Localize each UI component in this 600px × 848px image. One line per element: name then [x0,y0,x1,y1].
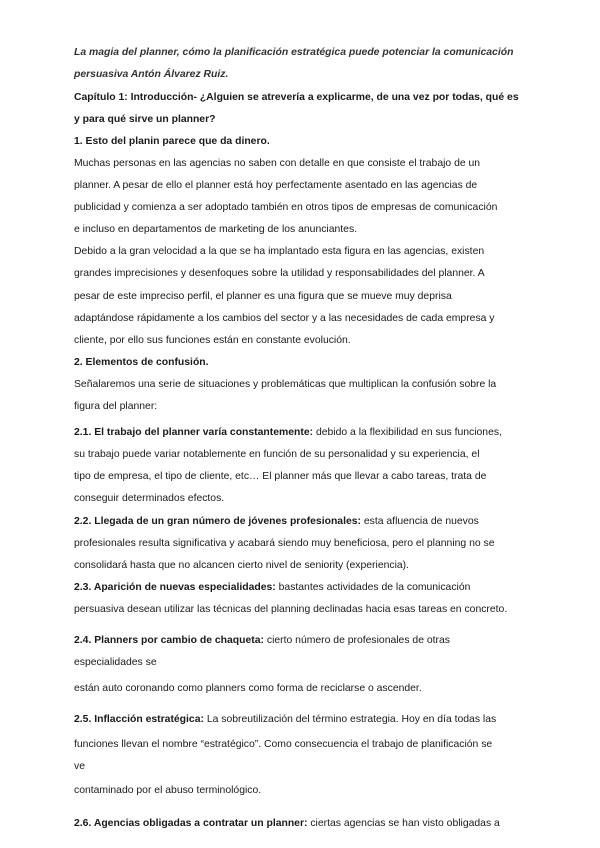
paragraph-line: cliente, por ello sus funciones están en constante evolución. [74,335,351,346]
subsection-2-2: 2.2. Llegada de un gran número de jóvenes profesionales: esta afluencia de nuevos [74,516,479,527]
paragraph-line: adaptándose rápidamente a los cambios del sector y a las necesidades de cada empresa y [74,313,495,324]
subsection-2-4: 2.4. Planners por cambio de chaqueta: cierto número de profesionales de otras [74,635,450,646]
subsection-2-5: 2.5. Inflacción estratégica: La sobreutilización del término estrategia. Hoy en día todas las [74,714,497,725]
subsection-2-6: 2.6. Agencias obligadas a contratar un planner: ciertas agencias se han visto obligadas a [74,818,500,829]
subsection-label: 2.3. Aparición de nuevas especialidades: [74,582,276,593]
subsection-2-3: 2.3. Aparición de nuevas especialidades: bastantes actividades de la comunicación [74,582,471,593]
paragraph-line: funciones llevan el nombre “estratégico”. Como consecuencia el trabajo de planificación se [74,739,493,750]
chapter-heading: Capítulo 1: Introducción- ¿Alguien se atrevería a explicarme, de una vez por todas, qué es [74,92,519,103]
paragraph-line: Señalaremos una serie de situaciones y problemáticas que multiplican la confusión sobre la [74,379,497,390]
paragraph-line: Muchas personas en las agencias no saben con detalle en que consiste el trabajo de un [74,158,481,169]
paragraph-line: profesionales resulta significativa y acabará siendo muy beneficiosa, pero el planning no se [74,538,495,549]
paragraph-line: grandes imprecisiones y desenfoques sobre la utilidad y responsabilidades del planner. A [74,268,485,279]
paragraph-line: persuasiva desean utilizar las técnicas del planning declinadas hacia esas tareas en concreto. [74,604,508,615]
paragraph-line: e incluso en departamentos de marketing de los anunciantes. [74,224,358,235]
paragraph-line: Debido a la gran velocidad a la que se ha implantado esta figura en las agencias, existen [74,246,485,257]
paragraph-line: consolidará hasta que no alcancen cierto nivel de seniority (experiencia). [74,560,410,571]
paragraph-line: contaminado por el abuso terminológico. [74,785,262,796]
section-2-heading: 2. Elementos de confusión. [74,357,209,368]
paragraph-line: están auto coronando como planners como forma de reciclarse o ascender. [74,683,422,694]
subsection-label: 2.6. Agencias obligadas a contratar un planner: [74,818,308,829]
subsection-label: 2.4. Planners por cambio de chaqueta: [74,635,264,646]
paragraph-line: publicidad y comienza a ser adoptado también en otros tipos de empresas de comunicación [74,202,498,213]
paragraph-line: planner. A pesar de ello el planner está hoy perfectamente asentado en las agencias de [74,180,478,191]
subsection-label: 2.1. El trabajo del planner varía constantemente: [74,427,314,438]
paragraph-line: figura del planner: [74,401,158,412]
paragraph-line: conseguir determinados efectos. [74,493,225,504]
paragraph-line: especialidades se [74,657,157,668]
paragraph-line: su trabajo puede variar notablemente en función de su personalidad y su experiencia, el [74,449,480,460]
section-1-heading: 1. Esto del planin parece que da dinero. [74,136,270,147]
document-title: La magia del planner, cómo la planificación estratégica puede potenciar la comunicación [74,47,514,58]
paragraph-line: tipo de empresa, el tipo de cliente, etc… El planner más que llevar a cabo tareas, trata de [74,471,487,482]
paragraph-line: pesar de este impreciso perfil, el planner es una figura que se mueve muy deprisa [74,291,452,302]
subsection-2-1: 2.1. El trabajo del planner varía constantemente: debido a la flexibilidad en sus funciones, [74,427,502,438]
document-title-author: persuasiva Antón Álvarez Ruiz. [74,69,229,80]
paragraph-line: ve [74,761,85,772]
subsection-label: 2.5. Inflacción estratégica: [74,714,204,725]
subsection-label: 2.2. Llegada de un gran número de jóvenes profesionales: [74,516,361,527]
chapter-heading-cont: y para qué sirve un planner? [74,114,216,125]
